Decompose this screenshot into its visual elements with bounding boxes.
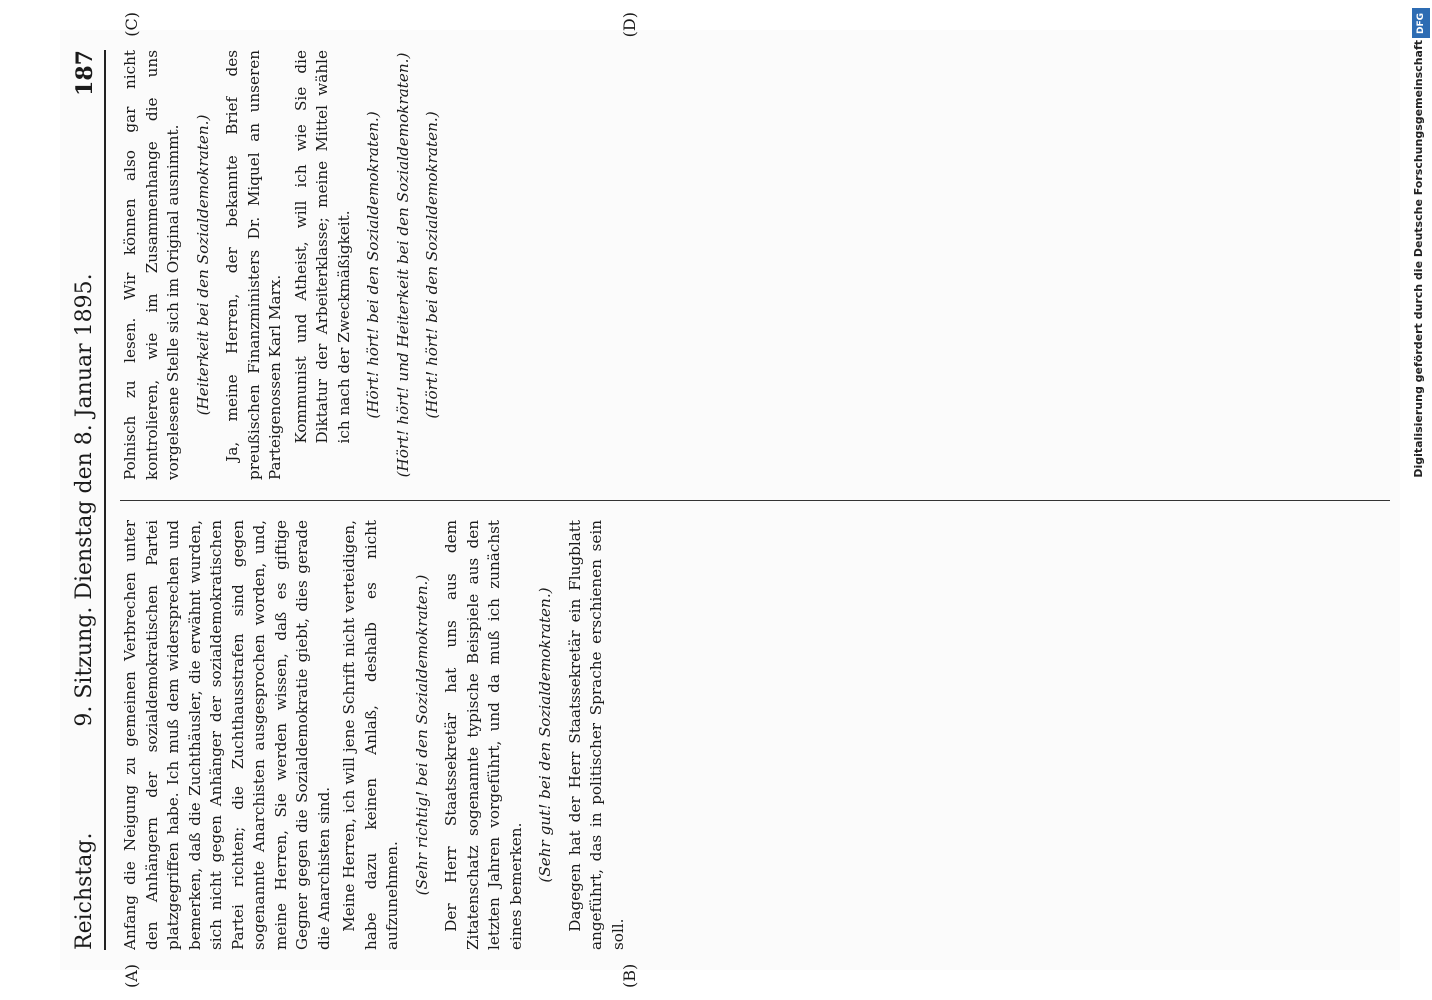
- digitization-banner: [1410, 40, 1432, 960]
- right-column: [120, 50, 1390, 480]
- page-header: [70, 50, 106, 950]
- rotated-document-page: [60, 12, 1400, 988]
- banner-text: Digitalisierung gefördert durch die Deutsche Forschungsgemeinschaft: [1412, 40, 1425, 478]
- margin-mark-a: (A): [122, 963, 141, 988]
- margin-mark-b: (B): [620, 963, 639, 988]
- dfg-logo: DFG: [1412, 8, 1430, 38]
- paragraph: Dagegen hat der Herr Staatssekretär ein Flugblatt angeführt, das in politischer Sprache erschienen sein soll.: [565, 520, 627, 950]
- page-number: 187: [72, 50, 98, 96]
- margin-mark-c: (C): [122, 12, 141, 37]
- interjection: (Sehr gut! bei den Sozialdemokraten.): [536, 587, 554, 883]
- paragraph: Polnisch zu lesen. Wir können also gar nicht kontrolieren, wie im Zusammenhange die uns vorgelesene Stelle sich im Original ausnimmt.: [121, 50, 182, 480]
- left-column: [120, 520, 1390, 950]
- paragraph: Meine Herren, ich will jene Schrift nicht verteidigen, habe dazu keinen Anlaß, deshalb es nicht aufzunehmen.: [340, 520, 401, 950]
- header-left: Reichstag.: [72, 832, 97, 950]
- interjection: (Hört! hört! und Heiterkeit bei den Sozialdemokraten.): [393, 52, 412, 478]
- header-center: 9. Sitzung. Dienstag den 8. Januar 1895.: [72, 273, 97, 727]
- margin-mark-d: (D): [620, 12, 639, 38]
- interjection: (Sehr richtig! bei den Sozialdemokraten.): [412, 574, 431, 896]
- interjection: (Hört! hört! bei den Sozialdemokraten.): [423, 111, 441, 419]
- paragraph: Anfang die Neigung zu gemeinen Verbrechen unter den Anhängern der sozialdemokratischen Partei platzgegriffen habe. Ich muß dem widersprechen und bemerken, daß die Zuchthäusler, die erwähnt wurden, sich nicht gegen Anhänger der sozialdemokratischen Partei richten; die Zuchthausstrafen sind gegen sogenannte Anarchisten ausgesprochen worden, und, meine Herren, Sie werden wissen, daß es giftige Gegner gegen die Sozialdemokratie giebt, dies gerade die Anarchisten sind.: [121, 520, 333, 950]
- interjection: (Hört! hört! bei den Sozialdemokraten.): [364, 111, 382, 419]
- paragraph: Der Herr Staatssekretär hat uns aus dem Zitatenschatz sogenannte typische Beispiele aus den letzten Jahren vorgeführt, und da muß ich zunächst eines bemerken.: [442, 520, 525, 950]
- paragraph: Ja, meine Herren, der bekannte Brief des preußischen Finanzministers Dr. Miquel an unseren Parteigenossen Karl Marx.: [223, 50, 284, 480]
- column-divider: [120, 500, 1390, 501]
- quoted-passage: Kommunist und Atheist, will ich wie Sie die Diktatur der Arbeiterklasse; meine Mittel wähle ich nach der Zweckmäßigkeit.: [291, 50, 353, 444]
- interjection: (Heiterkeit bei den Sozialdemokraten.): [193, 114, 212, 416]
